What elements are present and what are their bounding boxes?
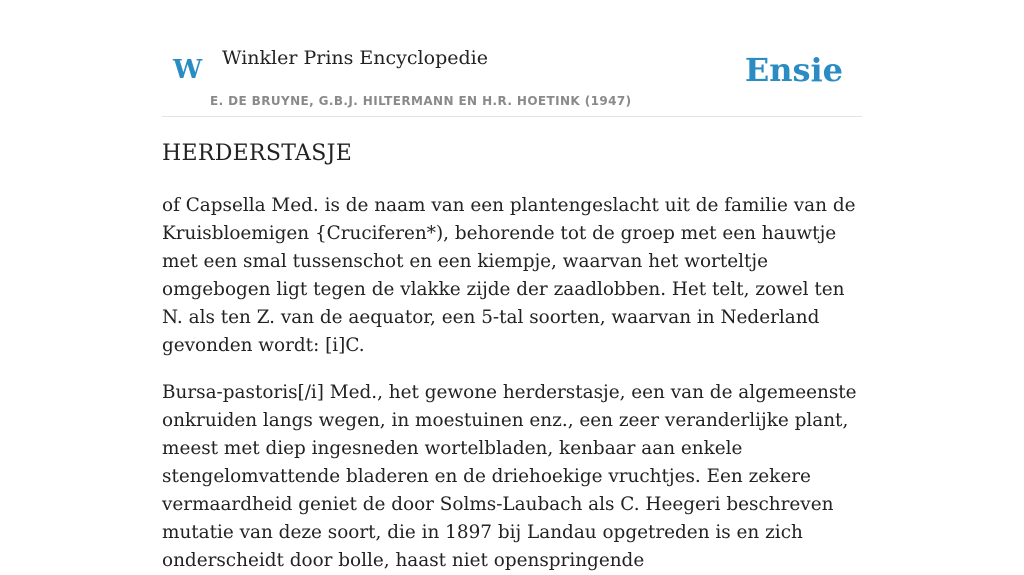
article — [162, 136, 862, 575]
site-header — [162, 0, 862, 117]
article-paragraph: Bursa-pastoris[/i] Med., het gewone herderstasje, een van de algemeenste onkruiden langs wegen, in moestuinen enz., een zeer veranderlijke plant, meest met diep ingesneden wortelbladen, kenbaar aan enkele stengelomvattende bladeren en de driehoekige vruchtjes. Een zekere vermaardheid geniet de door Solms-Laubach als C. Heegeri beschreven mutatie van deze soort, die in 1897 bij Landau opgetreden is en zich onderscheidt door bolle, haast niet openspringende — [162, 382, 857, 571]
ensie-brand-logo[interactable]: Ensie — [744, 51, 843, 89]
winkler-prins-logo[interactable]: W — [173, 55, 203, 85]
site-title[interactable]: Winkler Prins Encyclopedie — [222, 47, 488, 69]
article-paragraph: of Capsella Med. is de naam van een plantengeslacht uit de familie van de Kruisbloemigen {Cruciferen*), behorende tot de groep met een hauwtje met een smal tussenschot en een kiempje, waarvan het worteltje omgebogen ligt tegen de vlakke zijde der zaadlobben. Het telt, zowel ten N. als ten Z. van de aequator, een 5-tal soorten, waarvan in Nederland gevonden wordt: [i]C. — [162, 195, 856, 356]
authors-byline: E. DE BRUYNE, G.B.J. HILTERMANN EN H.R. HOETINK (1947) — [210, 94, 632, 108]
article-title: HERDERSTASJE — [162, 141, 353, 166]
